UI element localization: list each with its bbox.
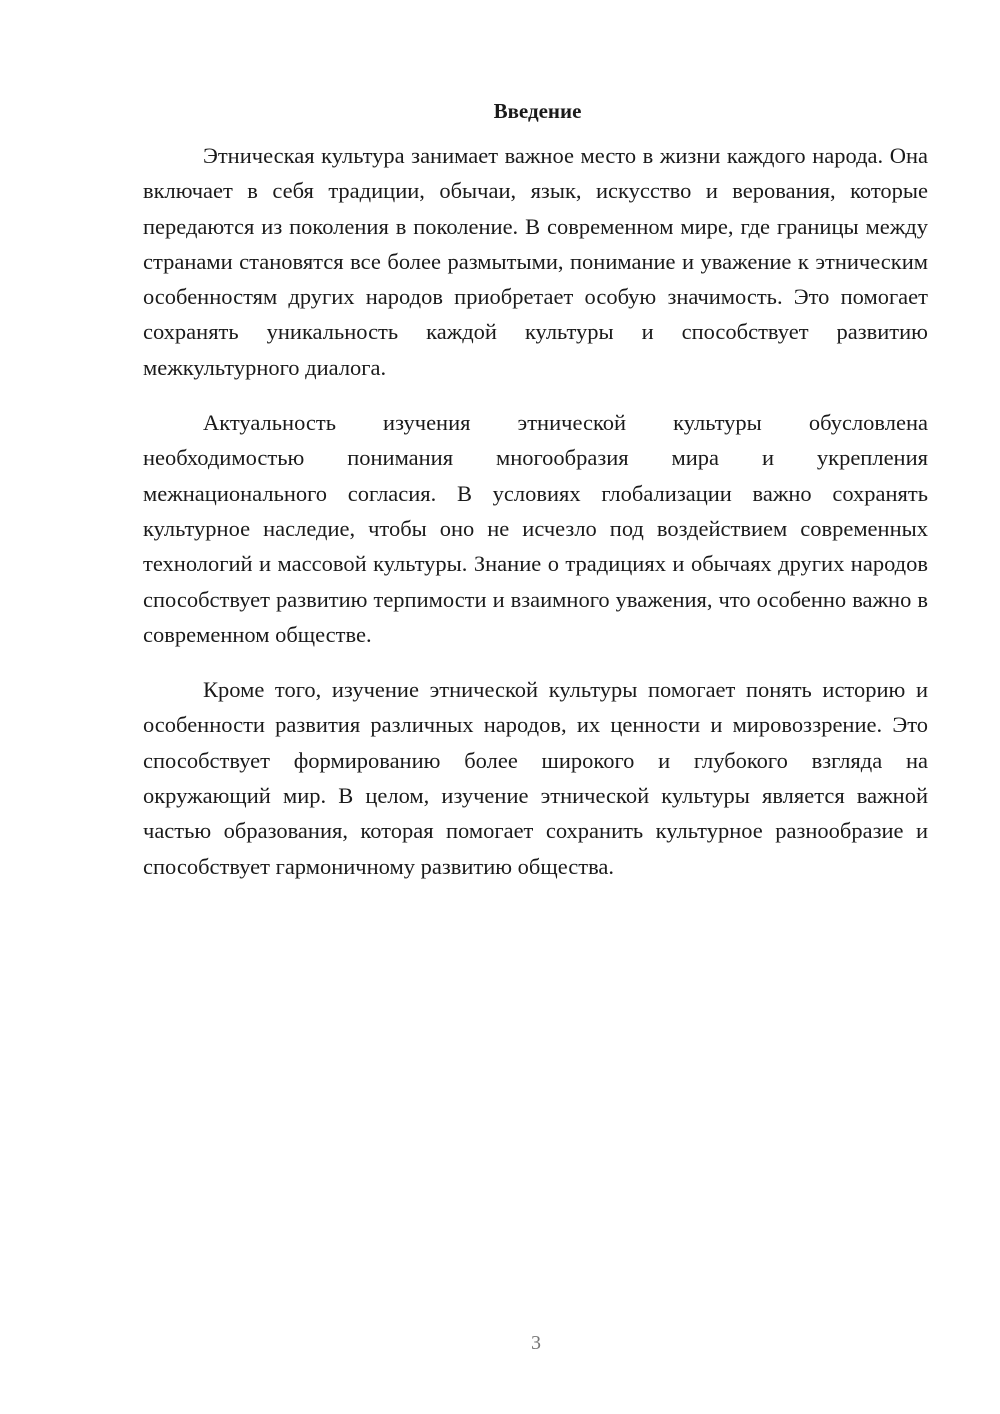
page-content — [143, 96, 928, 904]
page-number: 3 — [531, 1332, 541, 1354]
section-heading: Введение — [493, 99, 582, 123]
paragraph-2: Актуальность изучения этнической культуры обусловлена необходимостью понимания многообразия мира и укрепления межнационального согласия. В условиях глобализации важно сохранять культурное наследие, чтобы оно не исчезло под воздействием современных технологий и массовой культуры. Знание о традициях и обычаях других народов способствует развитию терпимости и взаимного уважения, что особенно важно в современном обществе. — [143, 410, 928, 647]
paragraph-3: Кроме того, изучение этнической культуры помогает понять историю и особенности развития различных народов, их ценности и мировоззрение. Это способствует формированию более широкого и глубокого взгляда на окружающий мир. В целом, изучение этнической культуры является важной частью образования, которая помогает сохранить культурное разнообразие и способствует гармоничному развитию общества. — [143, 677, 928, 879]
paragraph-1: Этническая культура занимает важное место в жизни каждого народа. Она включает в себя традиции, обычаи, язык, искусство и верования, которые передаются из поколения в поколение. В современном мире, где границы между странами становятся все более размытыми, понимание и уважение к этническим особенностям других народов приобретает особую значимость. Это помогает сохранять уникальность каждой культуры и способствует развитию межкультурного диалога. — [143, 143, 928, 380]
